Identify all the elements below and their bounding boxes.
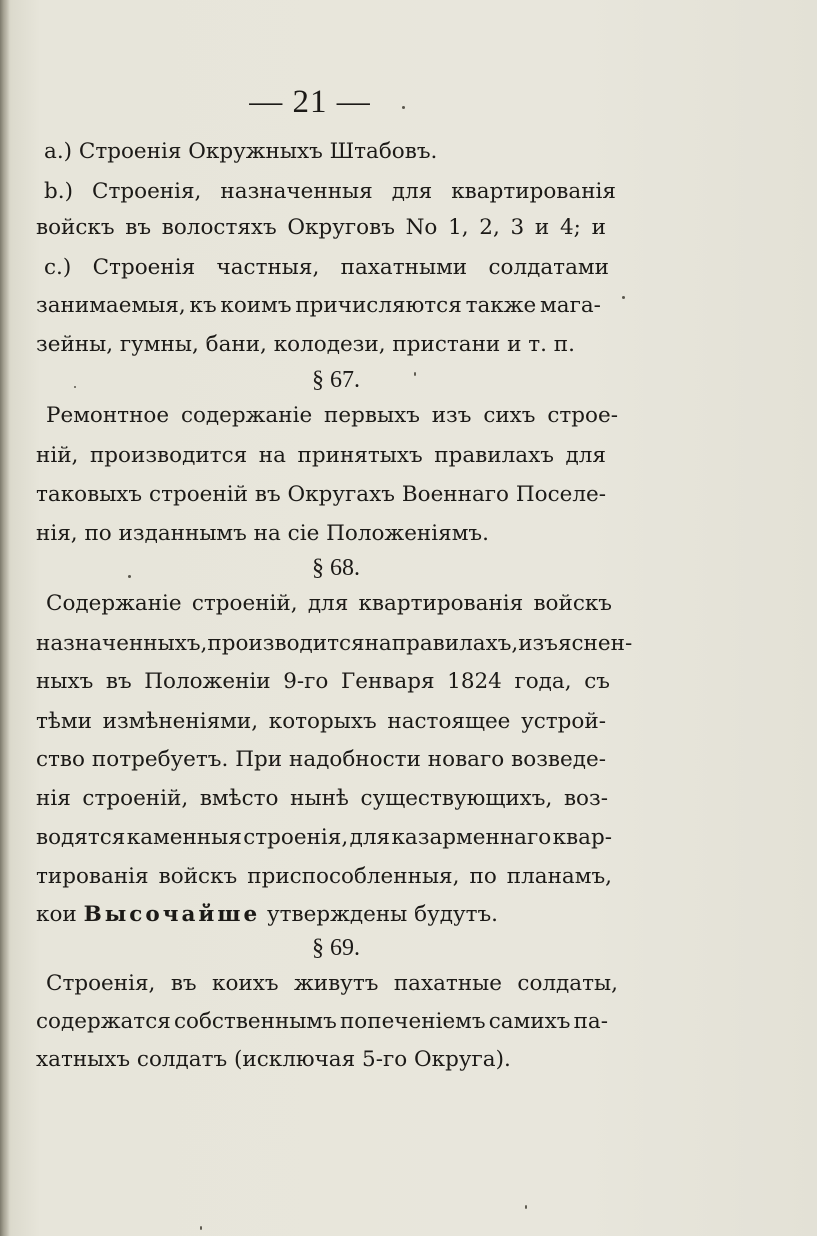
page-number: — 21 — [249, 84, 371, 120]
section-68-line-9-start: кои [36, 902, 77, 927]
section-68-line-4: тѣми измѣненіями, которыхъ настоящее устрой- [36, 709, 606, 734]
section-69-heading: § 69. [312, 935, 360, 961]
binding-edge [0, 0, 10, 1236]
section-68-line-2: назначенныхъ, производится на правилахъ, изъяснен- [36, 631, 633, 656]
paper-speck [402, 106, 405, 109]
section-69-line-3: хатныхъ солдатъ (исключая 5-го Округа). [36, 1047, 511, 1072]
section-68-line-5: ство потребуетъ. При надобности новаго возведе- [36, 747, 606, 772]
section-67-heading: § 67. [312, 367, 360, 393]
item-b-line-2: войскъ въ волостяхъ Округовъ No 1, 2, 3 и 4; и [36, 215, 606, 240]
section-67-line-4: нія, по изданнымъ на сіе Положеніямъ. [36, 521, 489, 546]
paper-speck [74, 386, 76, 388]
item-c-line-3: зейны, гумны, бани, колодези, пристани и т. п. [36, 332, 575, 357]
section-68-line-3: ныхъ въ Положеніи 9-го Генваря 1824 года, съ [36, 669, 610, 694]
paper-speck [200, 1226, 202, 1230]
section-68-line-7: водятся каменныя строенія, для казарменнаго квар- [36, 825, 612, 850]
paper-speck [622, 296, 625, 299]
section-68-line-9-end: утверждены будутъ. [266, 902, 499, 927]
item-c-line-2: занимаемыя, къ коимъ причисляются также мага- [36, 293, 601, 318]
section-67-line-1: Ремонтное содержаніе первыхъ изъ сихъ строе- [46, 403, 618, 428]
emphasized-word: Высочайше [83, 902, 261, 927]
section-67-line-3: таковыхъ строеній въ Округахъ Военнаго Поселе- [36, 482, 606, 507]
item-a: а.) Строенія Окружныхъ Штабовъ. [44, 139, 438, 164]
paper-speck [414, 372, 416, 376]
section-69-line-1: Строенія, въ коихъ живутъ пахатные солдаты, [46, 971, 618, 996]
item-b-line-1: b.) Строенія, назначенныя для квартированія [44, 179, 616, 204]
section-69-line-2: содержатся собственнымъ попеченіемъ самихъ па- [36, 1009, 608, 1034]
section-68-line-6: нія строеній, вмѣсто нынѣ существующихъ, воз- [36, 786, 608, 811]
item-c-line-1: с.) Строенія частныя, пахатными солдатами [44, 255, 609, 280]
section-68-line-1: Содержаніе строеній, для квартированія войскъ [46, 591, 612, 616]
section-67-line-2: ній, производится на принятыхъ правилахъ для [36, 443, 606, 468]
section-68-heading: § 68. [312, 555, 360, 581]
paper-speck [525, 1205, 527, 1209]
paper-speck [128, 575, 131, 578]
section-68-line-8: тированія войскъ приспособленныя, по планамъ, [36, 864, 612, 889]
